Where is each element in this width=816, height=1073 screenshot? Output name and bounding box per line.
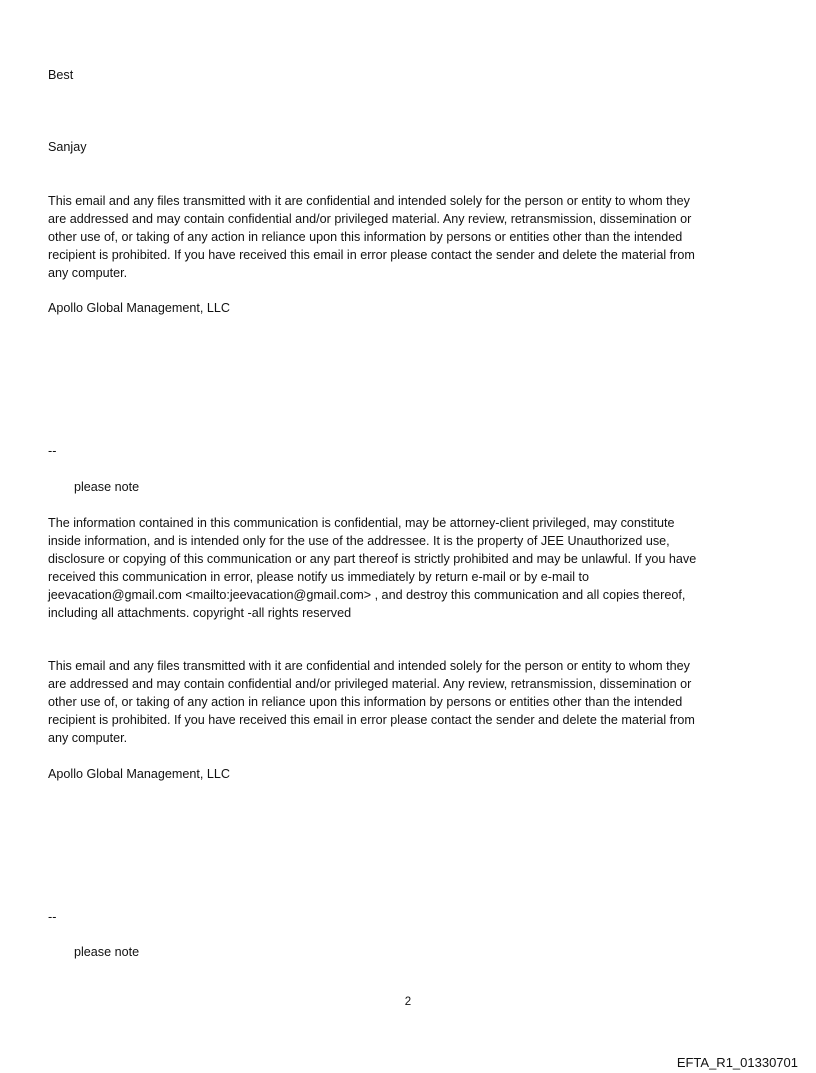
page-number: 2 [404, 996, 412, 1008]
disclaimer-2-line: are addressed and may contain confidential and/or privileged material. Any review, retransmission, dissemination or [48, 677, 692, 691]
disclaimer-1-line: are addressed and may contain confidential and/or privileged material. Any review, retransmission, dissemination or [48, 212, 692, 226]
confidentiality-line: jeevacation@gmail.com <mailto:jeevacation@gmail.com> , and destroy this communication and all copies thereof, [48, 588, 686, 602]
confidentiality-line: The information contained in this communication is confidential, may be attorney-client privileged, may constitute [48, 516, 675, 530]
disclaimer-paragraph-1 [48, 192, 764, 282]
disclaimer-2-line: any computer. [48, 731, 128, 745]
disclaimer-1-line: other use of, or taking of any action in reliance upon this information by persons or entities other than the intended [48, 230, 683, 244]
confidentiality-line: inside information, and is intended only for the use of the addressee. It is the property of JEE Unauthorized use, [48, 534, 670, 548]
company-name-2: Apollo Global Management, LLC [48, 767, 231, 781]
disclaimer-2-line: recipient is prohibited. If you have received this email in error please contact the sender and delete the material from [48, 713, 695, 727]
disclaimer-1-line: recipient is prohibited. If you have received this email in error please contact the sender and delete the material from [48, 248, 695, 262]
disclaimer-1-line: This email and any files transmitted with it are confidential and intended solely for the person or entity to whom they [48, 194, 690, 208]
note-heading-1: please note [74, 480, 140, 494]
confidentiality-line: including all attachments. copyright -all rights reserved [48, 606, 352, 620]
disclaimer-paragraph-2 [48, 657, 764, 747]
confidentiality-line: received this communication in error, please notify us immediately by return e-mail or by e-mail to [48, 570, 590, 584]
confidentiality-notice-paragraph [48, 514, 764, 622]
company-name-1: Apollo Global Management, LLC [48, 301, 231, 315]
disclaimer-1-line: any computer. [48, 266, 128, 280]
separator-1: -- [48, 444, 57, 458]
separator-2: -- [48, 910, 57, 924]
note-heading-2: please note [74, 945, 140, 959]
disclaimer-2-line: This email and any files transmitted with it are confidential and intended solely for the person or entity to whom they [48, 659, 690, 673]
closing-text: Best [48, 68, 74, 82]
signature-name: Sanjay [48, 140, 87, 154]
confidentiality-line: disclosure or copying of this communication or any part thereof is strictly prohibited and may be unlawful. If you have [48, 552, 697, 566]
document-id: EFTA_R1_01330701 [676, 1055, 798, 1070]
disclaimer-2-line: other use of, or taking of any action in reliance upon this information by persons or entities other than the intended [48, 695, 683, 709]
